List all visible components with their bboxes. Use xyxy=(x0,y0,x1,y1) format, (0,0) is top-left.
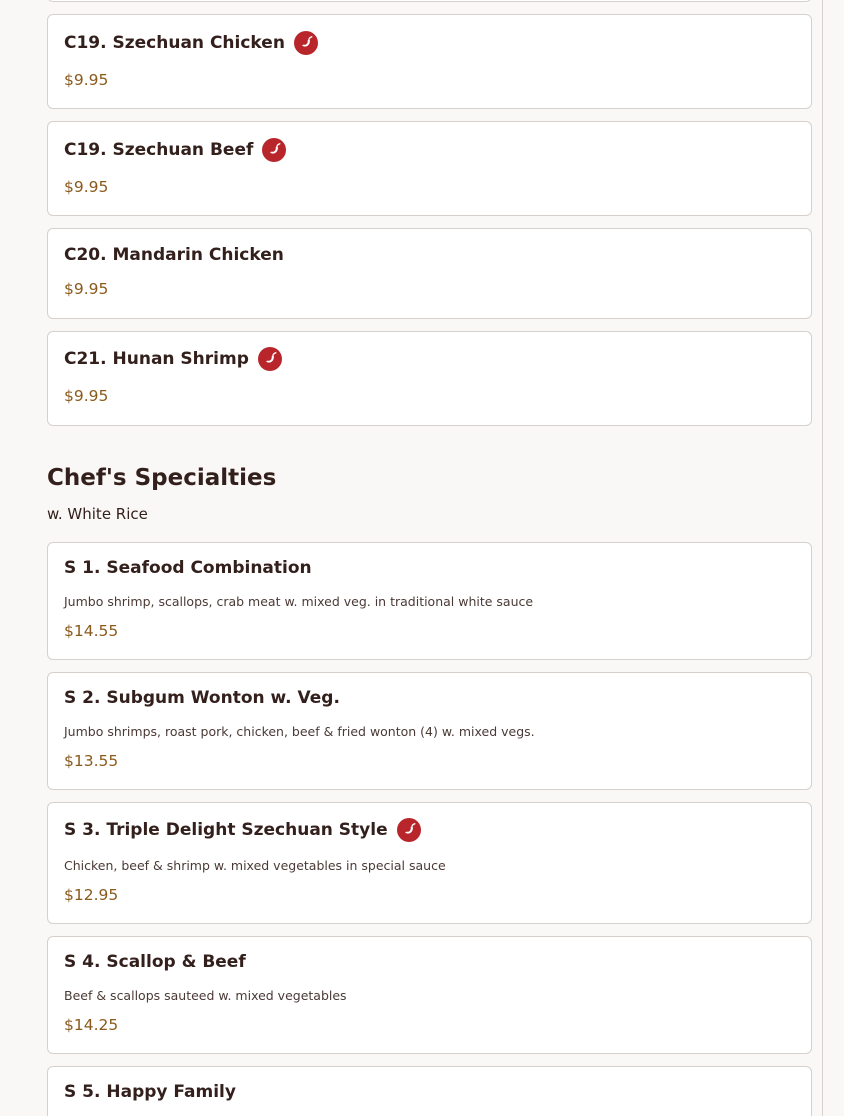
menu-item-title-row xyxy=(64,1082,236,1102)
menu-item-card[interactable] xyxy=(47,936,812,1054)
menu-item-card[interactable] xyxy=(47,14,812,109)
chili-pepper-icon xyxy=(397,818,421,842)
menu-item-title: C20. Mandarin Chicken xyxy=(64,245,284,265)
menu-item-card[interactable] xyxy=(47,672,812,790)
menu-item-title: S 2. Subgum Wonton w. Veg. xyxy=(64,688,340,708)
menu-item-title: C19. Szechuan Beef xyxy=(64,140,254,160)
menu-item-price: $9.95 xyxy=(64,178,109,196)
menu-item-price: $14.55 xyxy=(64,622,119,640)
menu-item-price: $9.95 xyxy=(64,280,109,298)
menu-item-title: S 3. Triple Delight Szechuan Style xyxy=(64,820,388,840)
menu-item-price: $9.95 xyxy=(64,387,109,405)
menu-item-title: S 4. Scallop & Beef xyxy=(64,952,246,972)
menu-item-price: $14.25 xyxy=(64,1016,119,1034)
menu-item-card[interactable] xyxy=(47,228,812,319)
menu-item-title-row xyxy=(64,245,284,265)
section-subtitle: w. White Rice xyxy=(47,505,148,523)
menu-item-card-partial[interactable] xyxy=(47,0,812,2)
menu-item-description: Chicken, beef & shrimp w. mixed vegetables in special sauce xyxy=(64,858,446,873)
menu-item-price: $9.95 xyxy=(64,71,109,89)
menu-item-description: Jumbo shrimp, scallops, crab meat w. mixed veg. in traditional white sauce xyxy=(64,594,534,609)
menu-item-card[interactable] xyxy=(47,1066,812,1116)
menu-item-title: S 1. Seafood Combination xyxy=(64,558,312,578)
menu-item-description: Beef & scallops sauteed w. mixed vegetables xyxy=(64,988,347,1003)
chili-pepper-icon xyxy=(294,31,318,55)
menu-item-title-row xyxy=(64,688,340,708)
menu-item-title-row xyxy=(64,558,312,578)
menu-item-description: Jumbo shrimps, roast pork, chicken, beef & fried wonton (4) w. mixed vegs. xyxy=(64,724,535,739)
menu-item-title: C19. Szechuan Chicken xyxy=(64,33,285,53)
section-title: Chef's Specialties xyxy=(47,465,277,491)
menu-item-card[interactable] xyxy=(47,121,812,216)
menu-item-title-row xyxy=(64,31,318,55)
menu-item-title-row xyxy=(64,138,286,162)
menu-item-title-row xyxy=(64,347,282,371)
menu-item-card[interactable] xyxy=(47,542,812,660)
chili-pepper-icon xyxy=(262,138,286,162)
chili-pepper-icon xyxy=(258,347,282,371)
menu-item-price: $13.55 xyxy=(64,752,119,770)
menu-item-price: $12.95 xyxy=(64,886,119,904)
menu-item-title-row xyxy=(64,952,246,972)
menu-item-title: S 5. Happy Family xyxy=(64,1082,236,1102)
menu-item-card[interactable] xyxy=(47,331,812,426)
menu-item-card[interactable] xyxy=(47,802,812,924)
menu-item-title-row xyxy=(64,818,421,842)
menu-item-title: C21. Hunan Shrimp xyxy=(64,349,249,369)
